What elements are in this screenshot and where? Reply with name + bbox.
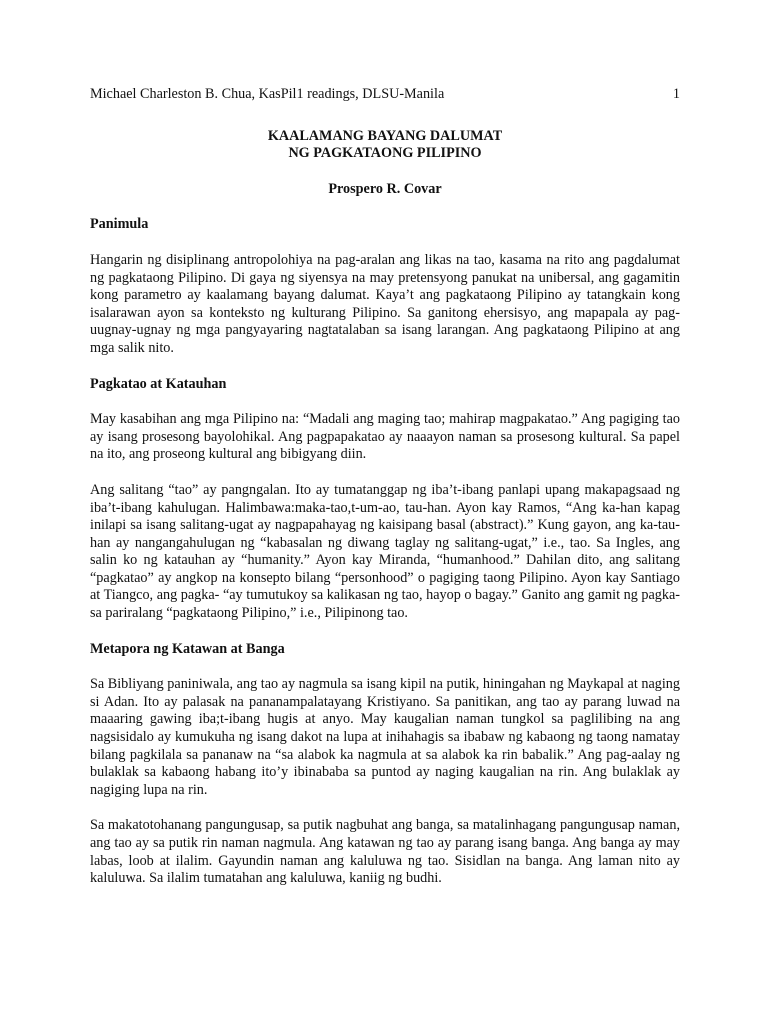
paragraph: Sa makatotohanang pangungusap, sa putik nagbuhat ang banga, sa matalinhagang pangungusap naman, ang tao ay sa putik rin naman nagmula. Ang katawan ng tao ay parang isang banga. Ang banga ay may labas, loob at ilalim. Gayundin naman ang kaluluwa ng tao. Sisidlan na banga. Ang laman nito ay kaluluwa. Sa ilalim tumatahan ang kaluluwa, kaniig ng budhi. [90,817,680,887]
page-number: 1 [672,86,680,102]
section-panimula [90,216,680,357]
running-header [90,86,680,104]
running-header-text: Michael Charleston B. Chua, KasPil1 readings, DLSU-Manila [90,86,445,102]
section-heading: Metapora ng Katawan at Banga [90,640,285,657]
paragraph: May kasabihan ang mga Pilipino na: “Madali ang maging tao; mahirap magpakatao.” Ang pagiging tao ay isang prosesong bayolohikal. Ang pagpapakatao ay naaayon naman sa prosesong kultural. Sa papel na ito, ang proseong kultural ang bibigyang diin. [90,411,680,463]
section-heading: Panimula [90,216,149,233]
section-metapora-ng-katawan-at-banga [90,641,680,888]
paragraph: Ang salitang “tao” ay pangngalan. Ito ay tumatanggap ng iba’t-ibang panlapi upang makapagsaad ng iba’t-ibang kahulugan. Halimbawa:maka-tao,t-um-ao, tau-han. Ayon kay Ramos, “Ang ka-han kapag inilapi sa isang salitang-ugat ay nagpapahayag ng kaisipang basal (abstract).” Kung gayon, ang ka-tau-han ay nangangahulugan ng “kabasalan ng diwang taglay ng salitang-ugat,” i.e., tao. Sa Ingles, ang salin ko ng katauhan ay “humanity.” Ayon kay Miranda, “humanhood.” Dahilan dito, ang salitang “pagkatao” ay angkop na konsepto bilang “personhood” o pagiging taong Pilipino. Ayon kay Santiago at Tiangco, ang pagka- “ay tumutukoy sa kalikasan ng tao, hayop o bagay.” Ganito ang gamit ng pagka- sa pariralang “pagkataong Pilipino,” i.e., Pilipinong tao. [90,481,680,622]
document-page [90,86,680,986]
title-line-1: KAALAMANG BAYANG DALUMAT [267,127,503,144]
paragraph: Sa Bibliyang paniniwala, ang tao ay nagmula sa isang kipil na putik, hiningahan ng Maykapal at naging si Adan. Ito ay palasak na pananampalatayang Kristiyano. Sa panitikan, ang tao ay parang luwad na maaaring gawing iba;t-ibang hugis at anyo. May kaugalian naman tungkol sa paglilibing na ang nagsisidalo ay kumukuha ng isang dakot na lupa at inihahagis sa ibabaw ng kabaong ng taong namatay bilang pagkilala sa pananaw na “sa alabok ka nagmula at sa alabok ka rin babalik.” Ang pag-aalay ng bulaklak sa kabaong habang ito’y ibinababa sa puntod ay naging kaugalian na rin. Ang bulaklak ay nagiging lupa na rin. [90,676,680,798]
paragraph: Hangarin ng disiplinang antropolohiya na pag-aralan ang likas na tao, kasama na rito ang pagdalumat ng pagkataong Pilipino. Di gaya ng siyensya na may pretensyong panukat na unibersal, ang gagamitin kong parametro ay kaalamang bayang dalumat. Kaya’t ang pagkataong Pilipino ay tatangkain kong isalarawan ayon sa konteksto ng kulturang Pilipino. Sa ganitong ehersisyo, ang mapapala ay pag-uugnay-ugnay ng mga pangyayaring nagtatalaban sa isang larangan. Ang pagkataong Pilipino at ang mga salik nito. [90,251,680,356]
title-line-2: NG PAGKATAONG PILIPINO [288,145,482,162]
author-name: Prospero R. Covar [328,180,442,197]
section-pagkatao-at-katauhan [90,376,680,623]
document-title [90,128,680,163]
section-heading: Pagkatao at Katauhan [90,375,227,392]
